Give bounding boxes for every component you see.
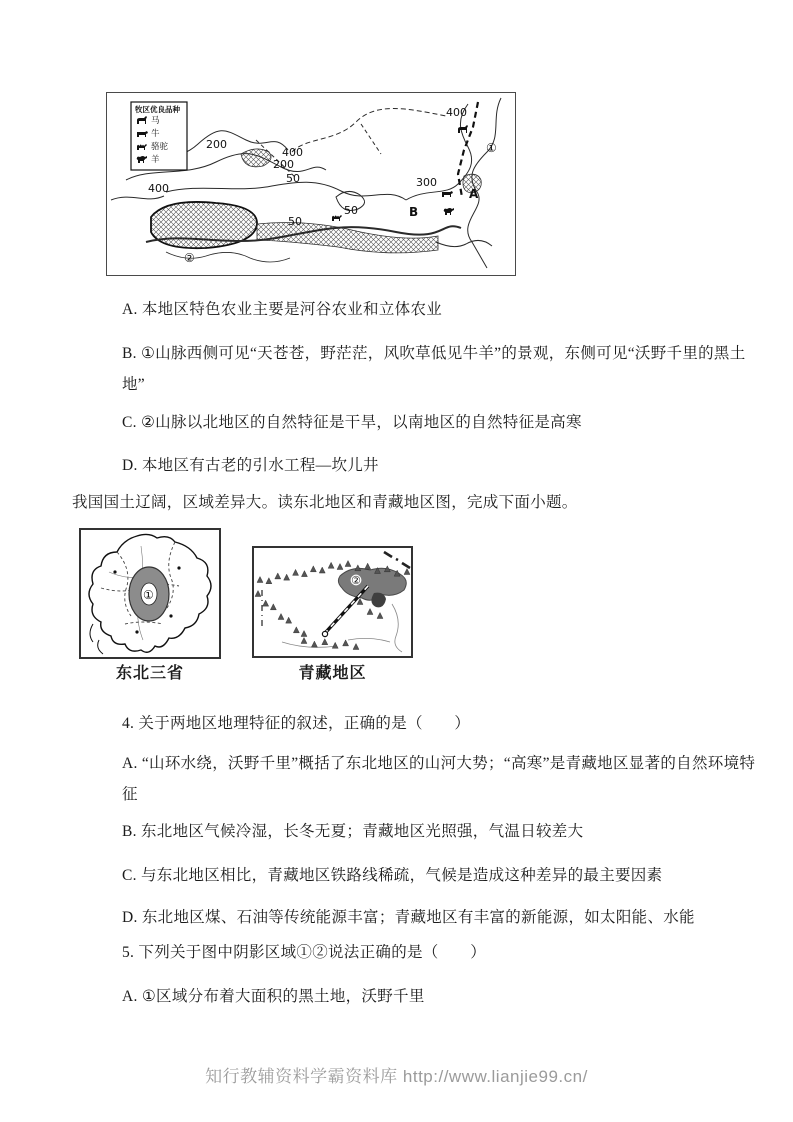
q5-option-a: A. ①区域分布着大面积的黑土地，沃野千里: [122, 988, 425, 1005]
legend-label-sheep: 羊: [151, 155, 160, 165]
map-frame: [253, 547, 412, 657]
qinghai-tibet-map-caption: 青藏地区: [298, 665, 367, 682]
q4-option-a: A. “山环水绕，沃野千里”概括了东北地区的山河大势；“高寒”是青藏地区显著的自然环境特征: [122, 755, 756, 803]
northeast-map-caption: 东北三省: [115, 665, 184, 682]
q4-option-b: B. 东北地区气候冷湿，长冬无夏；青藏地区光照强，气温日较差大: [122, 823, 584, 840]
contour-label: 50: [344, 204, 358, 217]
q3-option-a: A. 本地区特色农业主要是河谷农业和立体农业: [122, 301, 443, 318]
question-intro: 我国国土辽阔，区域差异大。读东北地区和青藏地区图，完成下面小题。: [72, 494, 578, 511]
q5-stem: 5. 下列关于图中阴影区域①②说法正确的是（ ）: [122, 944, 487, 961]
q4-option-c: C. 与东北地区相比，青藏地区铁路线稀疏，气候是造成这种差异的最主要因素: [122, 867, 663, 884]
contour-label: 50: [288, 215, 302, 228]
northeast-map-svg: [79, 528, 221, 659]
legend-label-horse: 马: [151, 116, 160, 126]
region-2-marker: ②: [351, 574, 361, 587]
q4-stem: 4. 关于两地区地理特征的叙述，正确的是（ ）: [122, 715, 471, 732]
q3-option-b: B. ①山脉西侧可见“天苍苍，野茫茫，风吹草低见牛羊”的景观，东侧可见“沃野千里的黑土地”: [122, 345, 746, 393]
pasture-map-svg: [106, 92, 516, 277]
contour-label: 400: [282, 146, 303, 159]
legend-label-camel: 骆驼: [151, 142, 169, 152]
region-1-marker: ①: [143, 588, 154, 602]
northeast-map: [79, 528, 221, 659]
point-a: A: [469, 187, 479, 201]
legend-label-cattle: 牛: [151, 129, 160, 139]
qinghai-tibet-map-svg: [252, 546, 413, 658]
contour-label: 50: [286, 172, 300, 185]
map-legend: [131, 102, 187, 170]
contour-label: 200: [273, 158, 294, 171]
q3-option-c: C. ②山脉以北地区的自然特征是干旱，以南地区的自然特征是高寒: [122, 414, 582, 431]
q3-option-d: D. 本地区有古老的引水工程—坎儿井: [122, 457, 379, 474]
point-b: B: [409, 205, 419, 219]
pasture-contour-map: [106, 92, 516, 277]
contour-label: 400: [148, 182, 169, 195]
qinghai-tibet-map: [252, 546, 413, 658]
marker-1: ①: [486, 141, 497, 155]
contour-label: 300: [416, 176, 437, 189]
q4-option-d: D. 东北地区煤、石油等传统能源丰富；青藏地区有丰富的新能源，如太阳能、水能: [122, 909, 695, 926]
footer: [0, 1062, 793, 1087]
contour-label: 400: [446, 106, 467, 119]
marker-2: ②: [184, 251, 195, 265]
footer-link[interactable]: 知行教辅资料学霸资料库 http://www.lianjie99.cn/: [205, 1067, 588, 1086]
legend-title: 牧区优良品种: [135, 105, 180, 114]
contour-label: 200: [206, 138, 227, 151]
